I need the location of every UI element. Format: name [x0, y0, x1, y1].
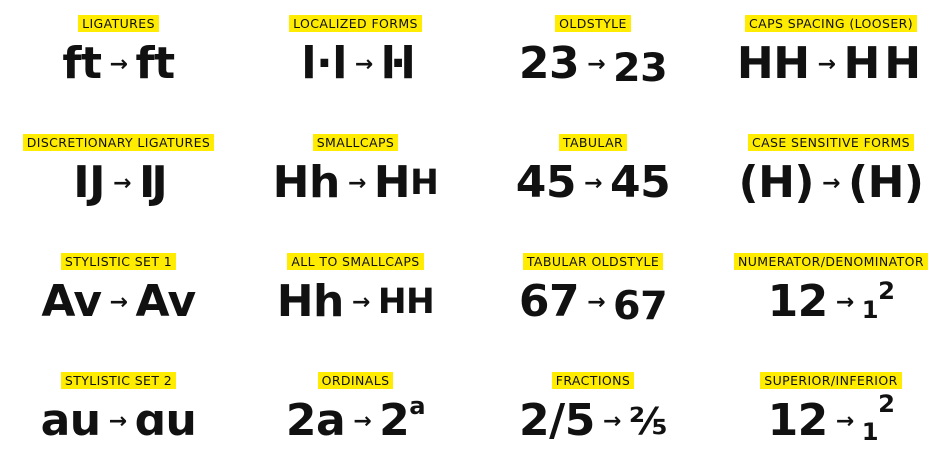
arrow-icon: →	[587, 290, 606, 315]
feature-sample	[519, 276, 667, 328]
feature-case-sensitive-forms	[712, 119, 950, 238]
sample-after-inferior: 1	[861, 417, 879, 446]
sample-after-main: H	[373, 157, 411, 208]
feature-tabular	[474, 119, 712, 238]
sample-after-superior: 2	[878, 390, 895, 419]
feature-caps-spacing	[712, 0, 950, 119]
feature-sample	[41, 276, 195, 328]
arrow-icon: →	[353, 409, 372, 434]
feature-fractions	[474, 357, 712, 475]
feature-sample	[277, 276, 435, 328]
sample-after: (H)	[847, 157, 924, 208]
arrow-icon: →	[109, 290, 128, 315]
sample-after: ɑu	[134, 395, 197, 446]
feature-label: CAPS SPACING (LOOSER)	[745, 15, 917, 32]
feature-sample	[273, 157, 439, 209]
feature-label: CASE SENSITIVE FORMS	[748, 134, 914, 151]
feature-discretionary-ligatures	[0, 119, 237, 238]
feature-label: STYLISTIC SET 1	[61, 253, 176, 270]
arrow-icon: →	[113, 171, 131, 196]
sample-after: HH	[377, 282, 435, 322]
arrow-icon: →	[109, 52, 128, 77]
feature-stylistic-set-2	[0, 357, 237, 475]
feature-sample	[516, 157, 670, 209]
feature-label: SUPERIOR/INFERIOR	[760, 372, 901, 389]
feature-sample	[41, 395, 197, 447]
arrow-icon: →	[354, 52, 373, 77]
feature-label: STYLISTIC SET 2	[61, 372, 176, 389]
sample-before: 12	[767, 395, 828, 446]
feature-sample	[519, 395, 667, 447]
feature-sample	[519, 38, 667, 90]
arrow-icon: →	[817, 52, 836, 77]
feature-stylistic-set-1	[0, 238, 237, 357]
feature-sample	[285, 392, 426, 447]
arrow-icon: →	[584, 171, 602, 196]
feature-sample	[737, 38, 925, 90]
sample-before: Hh	[272, 157, 340, 208]
feature-smallcaps	[237, 119, 474, 238]
arrow-icon: →	[351, 290, 370, 315]
feature-label: FRACTIONS	[552, 372, 634, 389]
sample-before: au	[40, 395, 101, 446]
feature-sample	[738, 157, 923, 209]
feature-sample	[767, 390, 895, 447]
feature-all-to-smallcaps	[237, 238, 474, 357]
sample-before: HH	[736, 38, 810, 89]
sample-before: 2a	[285, 395, 346, 446]
sample-after: l·l	[380, 38, 410, 89]
feature-label: TABULAR OLDSTYLE	[523, 253, 663, 270]
arrow-icon: →	[835, 290, 854, 315]
sample-after: 67	[613, 282, 668, 329]
feature-label: LOCALIZED FORMS	[289, 15, 422, 32]
feature-label: NUMERATOR/DENOMINATOR	[734, 253, 928, 270]
sample-after-ordinal: a	[409, 392, 426, 421]
sample-after: IJ	[138, 157, 164, 208]
sample-before: 2/5	[519, 395, 595, 446]
sample-before: IJ	[73, 157, 106, 208]
sample-after-denominator: 1	[861, 296, 879, 325]
feature-label: ALL TO SMALLCAPS	[287, 253, 423, 270]
sample-before: (H)	[738, 157, 815, 208]
sample-after: ⅖	[628, 399, 667, 443]
sample-after: 23	[613, 44, 668, 91]
sample-after-small: H	[410, 163, 439, 203]
arrow-icon: →	[347, 171, 366, 196]
sample-before: 67	[518, 276, 580, 327]
feature-sample	[301, 38, 409, 90]
feature-tabular-oldstyle	[474, 238, 712, 357]
sample-after: HH	[843, 38, 926, 89]
feature-label: OLDSTYLE	[555, 15, 631, 32]
feature-ordinals	[237, 357, 474, 475]
sample-before: Hh	[276, 276, 344, 327]
sample-before: ft	[62, 38, 102, 89]
feature-localized-forms	[237, 0, 474, 119]
arrow-icon: →	[587, 52, 606, 77]
sample-after: Av	[135, 276, 196, 327]
feature-numerator-denominator	[712, 238, 950, 357]
feature-sample	[768, 276, 895, 328]
sample-before: 12	[767, 276, 828, 327]
feature-label: TABULAR	[559, 134, 627, 151]
feature-label: SMALLCAPS	[313, 134, 399, 151]
sample-before: l·l	[301, 38, 347, 89]
arrow-icon: →	[108, 409, 127, 434]
feature-ligatures	[0, 0, 237, 119]
arrow-icon: →	[822, 171, 840, 196]
sample-before: 23	[518, 38, 580, 89]
sample-after: ft	[135, 38, 175, 89]
feature-label: ORDINALS	[318, 372, 394, 389]
sample-before: Av	[41, 276, 102, 327]
feature-sample	[62, 38, 174, 90]
feature-label: DISCRETIONARY LIGATURES	[23, 134, 215, 151]
feature-superior-inferior	[712, 357, 950, 475]
sample-before: 45	[515, 157, 577, 208]
feature-sample	[73, 157, 163, 209]
sample-after-numerator: 2	[878, 277, 895, 306]
arrow-icon: →	[602, 409, 621, 434]
sample-after-main: 2	[379, 395, 410, 446]
sample-after: 45	[609, 157, 671, 208]
feature-oldstyle	[474, 0, 712, 119]
feature-label: LIGATURES	[78, 15, 159, 32]
arrow-icon: →	[835, 409, 854, 434]
